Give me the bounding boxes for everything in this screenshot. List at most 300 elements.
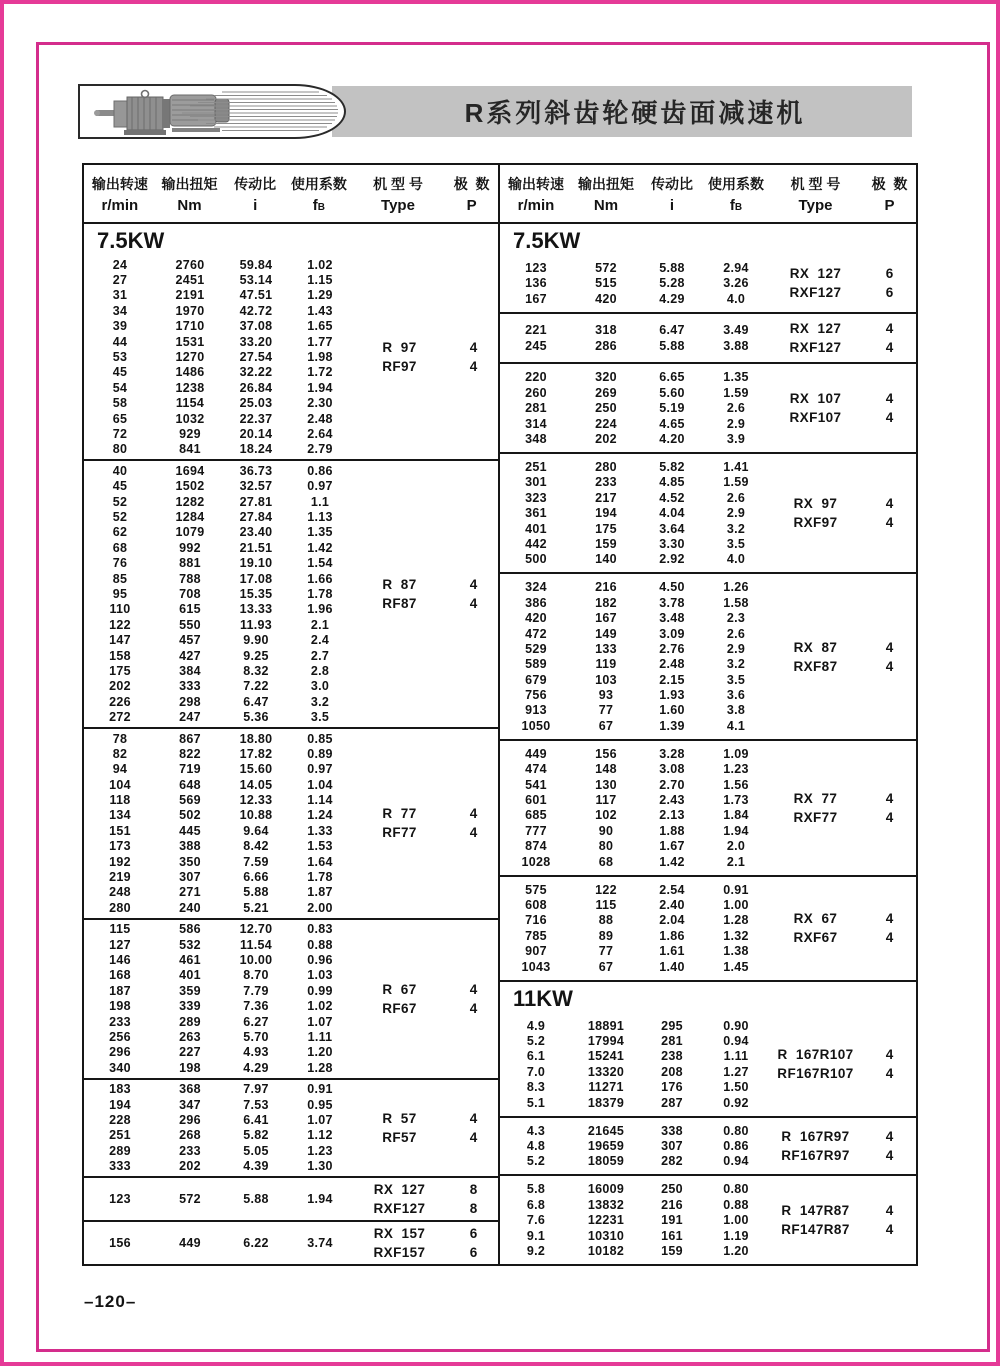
model-label: RX 107 — [789, 391, 842, 407]
fb-cell: 1.59 — [723, 475, 749, 490]
poles-value: 4 — [469, 359, 478, 375]
speed-cell: 1050 — [521, 718, 551, 733]
torque-cell: 586 — [179, 922, 201, 937]
ratio-cell: 22.37 — [239, 411, 273, 426]
table-row — [500, 536, 768, 551]
table-row — [84, 869, 352, 884]
type-line — [352, 357, 500, 376]
fb-cell: 1.03 — [307, 968, 333, 983]
ratio-cell: 5.82 — [243, 1128, 269, 1143]
type-line — [768, 319, 916, 338]
spec-block — [84, 255, 498, 459]
speed-cell: 442 — [525, 536, 547, 551]
table-row — [84, 1128, 352, 1143]
fb-cell: 2.6 — [726, 401, 746, 416]
torque-cell: 224 — [595, 416, 617, 431]
ratio-cell: 27.54 — [239, 350, 273, 365]
speed-cell: 173 — [109, 839, 131, 854]
ratio-cell: 5.82 — [659, 460, 685, 474]
model-label: RXF127 — [373, 1200, 426, 1216]
speed-cell: 72 — [112, 427, 128, 441]
ratio-cell: 2.54 — [659, 882, 685, 897]
type-line — [352, 999, 500, 1018]
table-row — [84, 1060, 352, 1075]
speed-cell: 608 — [525, 898, 547, 913]
ratio-cell: 42.72 — [239, 303, 273, 318]
fb-cell: 2.9 — [726, 506, 746, 521]
fb-cell: 1.26 — [723, 580, 749, 595]
table-body-left — [84, 224, 498, 1264]
spec-rows — [84, 1180, 352, 1218]
type-line — [768, 1064, 916, 1083]
speed-cell: 127 — [109, 937, 131, 952]
torque-cell: 1154 — [175, 396, 205, 411]
type-line — [768, 513, 916, 532]
ratio-cell: 3.48 — [659, 611, 685, 626]
type-column — [768, 576, 916, 737]
torque-cell: 280 — [595, 460, 617, 474]
table-row — [500, 595, 768, 610]
speed-cell: 756 — [525, 688, 547, 703]
torque-cell: 307 — [179, 870, 201, 885]
ratio-cell: 3.30 — [659, 536, 685, 551]
torque-cell: 10182 — [587, 1243, 625, 1258]
torque-cell: 148 — [595, 762, 617, 777]
spec-rows — [84, 1082, 352, 1174]
table-row — [84, 922, 352, 937]
speed-cell: 324 — [525, 580, 547, 595]
table-row — [500, 401, 768, 416]
fb-cell: 1.24 — [307, 808, 333, 823]
speed-cell: 219 — [109, 870, 131, 885]
table-row — [500, 1033, 768, 1048]
model-label: RF87 — [382, 595, 417, 611]
model-label: RF77 — [382, 825, 417, 841]
model-label: R 167R107 — [777, 1047, 854, 1063]
torque-cell: 233 — [595, 475, 617, 490]
type-line — [352, 594, 500, 613]
model-label: R 67 — [382, 981, 417, 997]
torque-cell: 569 — [179, 793, 201, 808]
type-line — [768, 928, 916, 947]
speed-cell: 175 — [109, 663, 131, 678]
table-row — [84, 509, 352, 524]
fb-cell: 1.32 — [723, 928, 749, 943]
speed-cell: 333 — [109, 1159, 131, 1174]
fb-cell: 1.1 — [310, 494, 330, 509]
fb-cell: 2.00 — [307, 900, 333, 915]
torque-cell: 572 — [179, 1191, 201, 1206]
ratio-cell: 4.50 — [659, 580, 685, 595]
fb-cell: 2.1 — [310, 617, 330, 632]
fb-cell: 1.94 — [307, 1191, 333, 1206]
fb-cell: 2.4 — [310, 633, 330, 648]
model-label: R 97 — [382, 340, 417, 356]
table-row — [500, 641, 768, 656]
ratio-cell: 250 — [661, 1182, 683, 1197]
table-row — [500, 854, 768, 869]
speed-cell: 65 — [112, 411, 128, 426]
table-row — [500, 459, 768, 474]
fb-cell: 0.89 — [307, 746, 333, 761]
spec-block — [500, 1013, 916, 1116]
speed-cell: 167 — [525, 291, 547, 306]
speed-cell: 194 — [109, 1097, 131, 1112]
fb-cell: 3.49 — [723, 323, 749, 338]
fb-cell: 1.78 — [307, 586, 333, 601]
table-row — [84, 571, 352, 586]
column-header-3 — [704, 174, 768, 214]
table-row — [500, 323, 768, 338]
ratio-cell: 2.92 — [659, 552, 685, 567]
torque-cell: 156 — [595, 746, 617, 761]
poles-value: 4 — [885, 1047, 894, 1063]
poles-value: 4 — [469, 576, 478, 592]
torque-cell: 401 — [179, 968, 201, 983]
spec-block — [500, 362, 916, 452]
ratio-cell: 7.22 — [243, 679, 269, 694]
torque-cell: 992 — [179, 540, 201, 555]
table-row — [84, 968, 352, 983]
table-row — [84, 334, 352, 349]
speed-cell: 601 — [525, 793, 547, 808]
table-row — [500, 1018, 768, 1033]
poles-value: 4 — [885, 1203, 894, 1219]
column-header-unit: i — [669, 196, 675, 214]
fb-cell: 2.9 — [726, 641, 746, 656]
speed-cell: 158 — [109, 648, 131, 663]
speed-cell: 44 — [112, 334, 128, 349]
table-row — [84, 426, 352, 441]
fb-cell: 1.12 — [307, 1128, 333, 1143]
ratio-cell: 4.52 — [659, 490, 685, 505]
fb-cell: 1.59 — [723, 385, 749, 400]
model-label: RF147R87 — [781, 1222, 850, 1238]
model-label: R 87 — [382, 576, 417, 592]
fb-cell: 1.73 — [723, 793, 749, 808]
table-row — [500, 897, 768, 912]
fb-cell: 1.04 — [307, 777, 333, 792]
speed-cell: 5.2 — [526, 1154, 546, 1169]
ratio-cell: 17.82 — [239, 746, 273, 761]
table-row — [500, 718, 768, 733]
ratio-cell: 3.09 — [659, 626, 685, 641]
torque-cell: 13320 — [587, 1064, 625, 1079]
model-label: RXF67 — [793, 930, 838, 946]
section-label: 7.5KW — [97, 228, 165, 253]
model-label: RX 127 — [373, 1181, 426, 1197]
table-row — [84, 272, 352, 287]
torque-cell: 296 — [179, 1112, 201, 1127]
torque-cell: 93 — [598, 688, 614, 703]
table-row — [84, 411, 352, 426]
column-header-unit: fB — [729, 196, 743, 214]
speed-cell: 147 — [109, 633, 131, 648]
ratio-cell: 7.53 — [243, 1097, 269, 1112]
speed-cell: 1043 — [521, 959, 551, 974]
speed-cell: 24 — [112, 257, 128, 272]
table-row — [500, 1228, 768, 1243]
model-label: R 77 — [382, 806, 417, 822]
fb-cell: 4.0 — [726, 291, 746, 306]
table-row — [84, 632, 352, 647]
poles-value: 6 — [469, 1225, 478, 1241]
table-row — [500, 792, 768, 807]
table-row — [84, 983, 352, 998]
ratio-cell: 10.88 — [239, 808, 273, 823]
torque-cell: 77 — [598, 944, 614, 959]
torque-cell: 2191 — [175, 288, 205, 303]
torque-cell: 368 — [179, 1082, 201, 1097]
table-row — [500, 370, 768, 385]
spec-block — [84, 727, 498, 918]
fb-cell: 0.80 — [723, 1182, 749, 1197]
table-row — [500, 276, 768, 291]
column-header-unit: r/min — [517, 196, 555, 214]
ratio-cell: 5.36 — [243, 710, 269, 725]
fb-cell: 1.66 — [307, 571, 333, 586]
type-line — [768, 657, 916, 676]
fb-cell: 1.35 — [307, 525, 333, 540]
speed-cell: 53 — [112, 350, 128, 365]
torque-cell: 881 — [179, 556, 201, 571]
table-row — [500, 746, 768, 761]
table-row — [500, 1243, 768, 1258]
ratio-cell: 4.39 — [243, 1159, 269, 1174]
ratio-cell: 18.24 — [239, 442, 273, 457]
table-row — [84, 1045, 352, 1060]
fb-cell: 0.94 — [723, 1154, 749, 1169]
fb-cell: 2.79 — [307, 442, 333, 457]
speed-cell: 301 — [525, 475, 547, 490]
speed-cell: 785 — [525, 928, 547, 943]
column-header-unit: Type — [381, 196, 415, 214]
column-header-label: 传动比 — [651, 175, 693, 192]
torque-cell: 90 — [598, 823, 614, 838]
poles-value: 4 — [885, 790, 894, 806]
ratio-cell: 1.39 — [659, 718, 685, 733]
table-row — [84, 648, 352, 663]
column-header-label: 输出转速 — [91, 175, 148, 192]
table-row — [500, 1212, 768, 1227]
torque-cell: 11271 — [588, 1080, 624, 1095]
table-row — [84, 854, 352, 869]
type-column — [352, 922, 500, 1076]
spec-block — [84, 1078, 498, 1176]
speed-cell: 118 — [109, 793, 131, 808]
table-row — [500, 928, 768, 943]
ratio-cell: 14.05 — [239, 777, 273, 792]
torque-cell: 461 — [179, 953, 201, 968]
type-line — [352, 338, 500, 357]
speed-cell: 529 — [525, 641, 547, 656]
column-header-label: 输出扭矩 — [161, 175, 218, 192]
type-line — [768, 1220, 916, 1239]
speed-cell: 221 — [525, 323, 547, 338]
type-column — [768, 1015, 916, 1114]
fb-cell: 2.9 — [726, 416, 746, 431]
table-row — [500, 1182, 768, 1197]
ratio-cell: 47.51 — [239, 288, 273, 303]
ratio-cell: 5.88 — [659, 338, 685, 353]
table-row — [500, 610, 768, 625]
table-row — [500, 1049, 768, 1064]
ratio-cell: 18.80 — [239, 731, 273, 746]
type-column — [768, 1178, 916, 1262]
fb-cell: 3.88 — [723, 338, 749, 353]
fb-cell: 1.00 — [723, 898, 749, 913]
column-header-unit: Nm — [593, 196, 619, 214]
speed-cell: 156 — [109, 1235, 131, 1250]
model-label: RX 127 — [789, 266, 842, 282]
speed-cell: 146 — [109, 953, 131, 968]
table-row — [84, 257, 352, 272]
torque-cell: 841 — [179, 442, 201, 457]
fb-cell: 1.50 — [723, 1080, 749, 1095]
torque-cell: 572 — [595, 261, 617, 275]
table-row — [84, 900, 352, 915]
column-header-unit: r/min — [101, 196, 139, 214]
speed-cell: 4.8 — [526, 1138, 546, 1153]
type-line — [768, 264, 916, 283]
type-line — [352, 1109, 500, 1128]
speed-cell: 386 — [525, 595, 547, 610]
type-column — [352, 1082, 500, 1174]
type-line — [768, 408, 916, 427]
fb-cell: 1.45 — [723, 959, 749, 974]
table-row — [500, 823, 768, 838]
ratio-cell: 6.66 — [243, 870, 269, 885]
speed-cell: 340 — [109, 1060, 131, 1075]
fb-cell: 1.20 — [307, 1045, 333, 1060]
ratio-cell: 3.64 — [659, 521, 685, 536]
spec-rows — [500, 1178, 768, 1262]
ratio-cell: 1.93 — [659, 688, 685, 703]
torque-cell: 16009 — [587, 1182, 625, 1197]
table-row — [84, 839, 352, 854]
fb-cell: 0.97 — [307, 762, 333, 777]
ratio-cell: 19.10 — [239, 556, 273, 571]
ratio-cell: 15.60 — [239, 762, 273, 777]
spec-block — [500, 739, 916, 875]
fb-cell: 3.8 — [726, 703, 746, 718]
poles-value: 4 — [469, 1129, 478, 1145]
spec-block — [84, 1220, 498, 1264]
poles-value: 4 — [885, 1222, 894, 1238]
speed-cell: 272 — [109, 710, 131, 725]
ratio-cell: 5.70 — [243, 1029, 269, 1044]
poles-value: 4 — [885, 391, 894, 407]
ratio-cell: 282 — [661, 1154, 683, 1169]
column-header-4 — [351, 174, 446, 214]
table-row — [84, 463, 352, 478]
type-column — [768, 257, 916, 310]
torque-cell: 18891 — [587, 1018, 625, 1033]
model-label: R 147R87 — [781, 1203, 850, 1219]
torque-cell: 289 — [179, 1014, 201, 1029]
type-line — [768, 1127, 916, 1146]
fb-cell: 1.96 — [307, 602, 333, 617]
torque-cell: 194 — [595, 506, 617, 521]
torque-cell: 1270 — [175, 350, 205, 365]
ratio-cell: 7.36 — [243, 999, 269, 1014]
ratio-cell: 8.42 — [243, 839, 269, 854]
fb-cell: 1.87 — [307, 885, 333, 900]
fb-cell: 1.28 — [723, 913, 749, 928]
column-header-unit: P — [884, 196, 895, 214]
poles-value: 4 — [885, 321, 894, 337]
ratio-cell: 10.00 — [239, 953, 273, 968]
table-row — [500, 839, 768, 854]
spec-block — [500, 1116, 916, 1175]
torque-cell: 708 — [179, 586, 201, 601]
table-row — [84, 777, 352, 792]
torque-cell: 1531 — [175, 334, 205, 349]
column-header-label: 使用系数 — [290, 175, 347, 192]
column-header-0 — [84, 174, 156, 214]
poles-value: 4 — [885, 1128, 894, 1144]
fb-cell: 3.2 — [726, 657, 746, 672]
column-header-5 — [863, 174, 916, 214]
poles-value: 4 — [885, 809, 894, 825]
torque-cell: 1486 — [175, 365, 205, 380]
torque-cell: 140 — [595, 552, 617, 567]
torque-cell: 175 — [595, 521, 617, 536]
title-banner — [332, 86, 912, 137]
table-row — [500, 762, 768, 777]
table-row — [84, 937, 352, 952]
ratio-cell: 36.73 — [239, 463, 273, 478]
poles-value: 4 — [469, 806, 478, 822]
type-line — [352, 1128, 500, 1147]
spec-block — [500, 572, 916, 739]
fb-cell: 1.94 — [723, 823, 749, 838]
ratio-cell: 7.79 — [243, 983, 269, 998]
poles-value: 4 — [469, 981, 478, 997]
speed-cell: 8.3 — [526, 1080, 546, 1095]
table-row — [500, 291, 768, 306]
speed-cell: 78 — [112, 731, 128, 746]
column-header-1 — [572, 174, 640, 214]
table-row — [500, 657, 768, 672]
poles-value: 6 — [885, 266, 894, 282]
model-label: R 167R97 — [781, 1128, 850, 1144]
ratio-cell: 1.67 — [659, 839, 685, 854]
speed-cell: 5.1 — [526, 1095, 546, 1110]
fb-cell: 1.28 — [307, 1060, 333, 1075]
section-label: 7.5KW — [513, 228, 581, 253]
poles-value: 4 — [885, 639, 894, 655]
table-row — [84, 380, 352, 395]
speed-cell: 5.2 — [526, 1034, 546, 1048]
speed-cell: 716 — [525, 913, 547, 928]
ratio-cell: 281 — [661, 1034, 683, 1048]
table-row — [500, 626, 768, 641]
ratio-cell: 53.14 — [239, 273, 273, 288]
speed-cell: 296 — [109, 1045, 131, 1060]
torque-cell: 1238 — [175, 380, 205, 395]
model-label: RF97 — [382, 359, 417, 375]
ratio-cell: 9.90 — [243, 633, 269, 648]
model-label: RX 97 — [793, 496, 838, 512]
ratio-cell: 7.59 — [243, 854, 269, 869]
speed-cell: 123 — [109, 1191, 131, 1206]
model-label: RXF127 — [789, 340, 842, 356]
torque-cell: 15241 — [587, 1049, 625, 1064]
ratio-cell: 2.70 — [659, 777, 685, 792]
speed-cell: 5.8 — [526, 1182, 546, 1197]
poles-value: 6 — [885, 285, 894, 301]
